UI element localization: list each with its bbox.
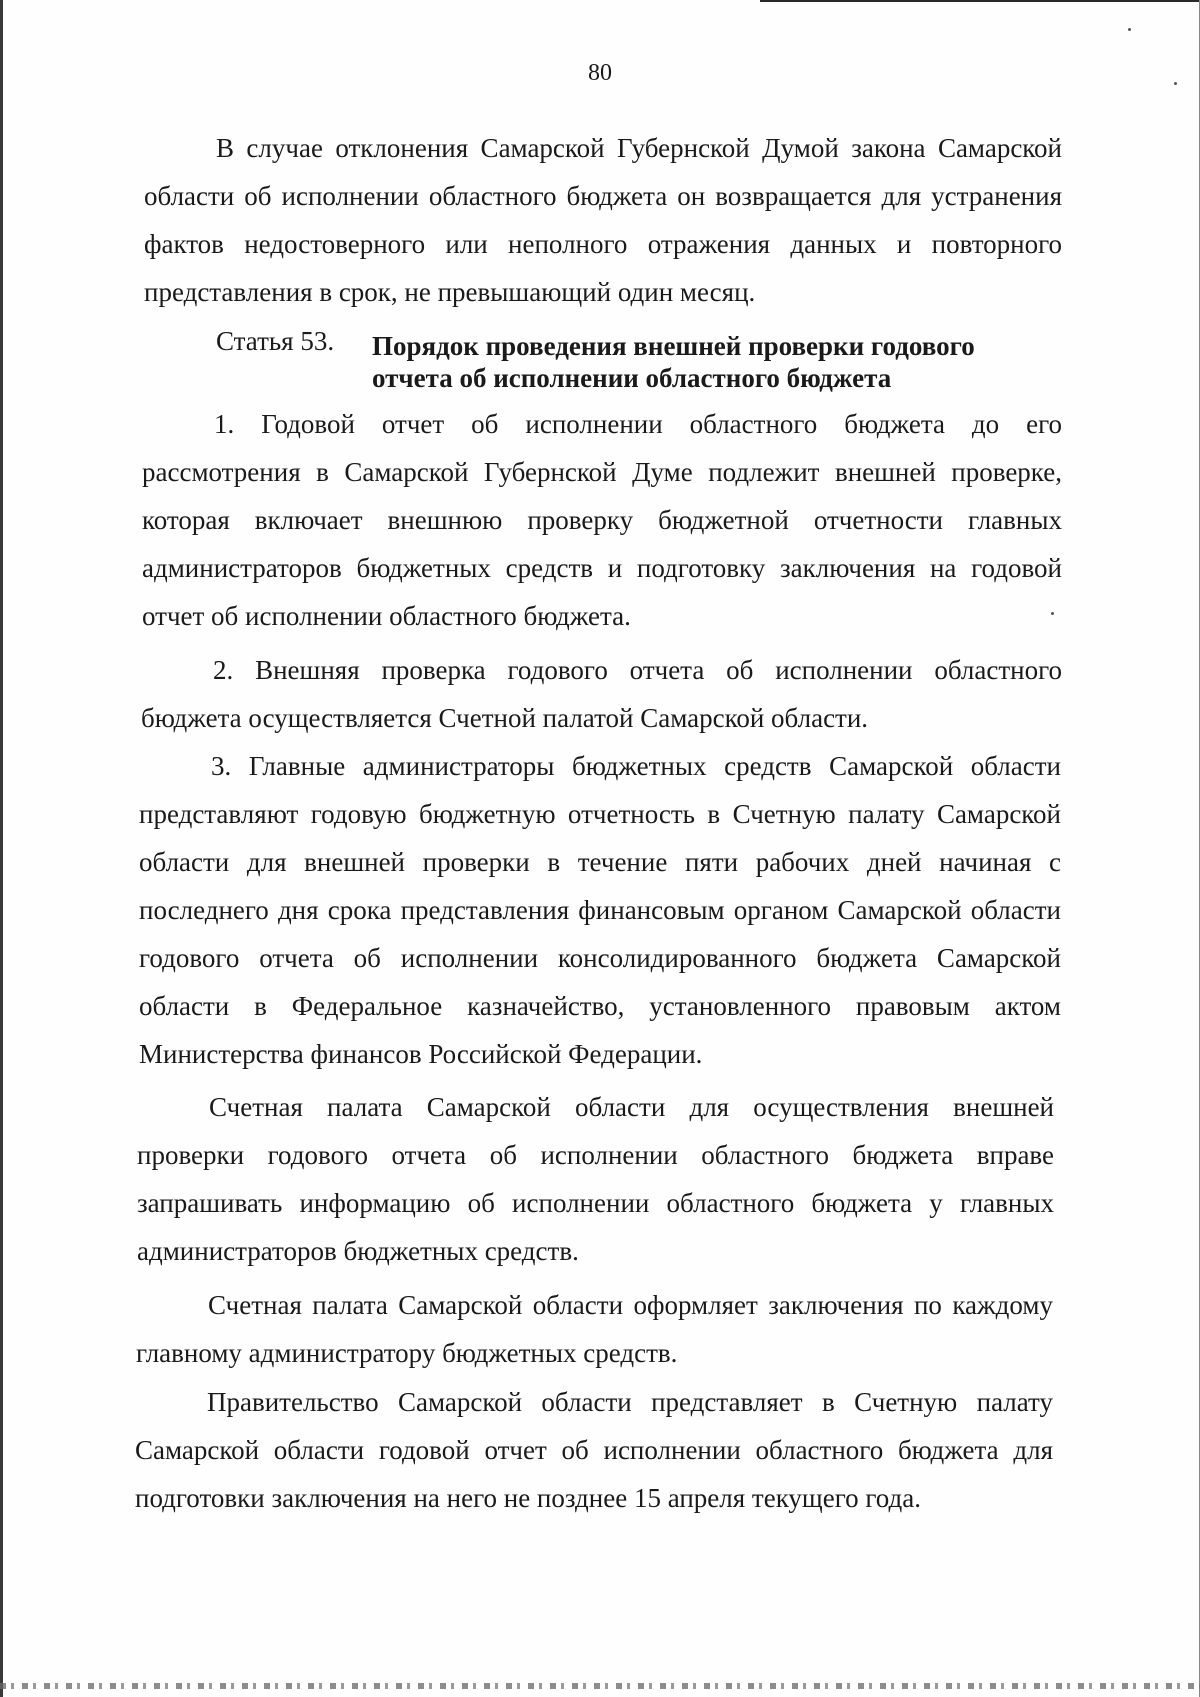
paragraph-audit-chamber-conclusions: Счетная палата Самарской области оформляет заключения по каждому главному администратору бюджетных средств. xyxy=(136,1290,1053,1368)
paragraph-government-report: Правительство Самарской области представляет в Счетную палату Самарской области годовой отчет об исполнении областного бюджета для подготовки заключения на него не позднее 15 апреля текущего года. xyxy=(135,1387,1053,1513)
scan-edge-top xyxy=(760,0,1200,2)
article-title: Порядок проведения внешней проверки годового отчета об исполнении областного бюджета xyxy=(372,331,975,393)
scan-bottom-artifacts xyxy=(0,1683,1200,1689)
page-number: 80 xyxy=(588,60,612,86)
article-number: Статья 53. xyxy=(216,326,335,356)
scan-edge-left xyxy=(0,0,3,1697)
paragraph-rejection: В случае отклонения Самарской Губернской Думой закона Самарской области об исполнении областного бюджета он возвращается для устранения фактов недостоверного или неполного отражения данных и повторного представления в срок, не превышающий один месяц. xyxy=(144,133,1062,307)
paragraph-item-3: 3. Главные администраторы бюджетных средств Самарской области представляют годовую бюджетную отчетность в Счетную палату Самарской области для внешней проверки в течение пяти рабочих дней начиная с последнего дня срока представления финансовым органом Самарской области годового отчета об исполнении консолидированного бюджета Самарской области в Федеральное казначейство, установленного правовым актом Министерства финансов Российской Федерации. xyxy=(139,751,1061,1069)
paragraph-audit-chamber-requests: Счетная палата Самарской области для осуществления внешней проверки годового отчета об исполнении областного бюджета вправе запрашивать информацию об исполнении областного бюджета у главных администраторов бюджетных средств. xyxy=(137,1092,1054,1266)
scan-speck xyxy=(1128,28,1131,31)
paragraph-item-1: 1. Годовой отчет об исполнении областного бюджета до его рассмотрения в Самарской Губернской Думе подлежит внешней проверке, которая включает внешнюю проверку бюджетной отчетности главных администраторов бюджетных средств и подготовку заключения на годовой отчет об исполнении областного бюджета. xyxy=(142,409,1062,631)
paragraph-item-2: 2. Внешняя проверка годового отчета об исполнении областного бюджета осуществляется Счетной палатой Самарской области. xyxy=(141,655,1062,733)
